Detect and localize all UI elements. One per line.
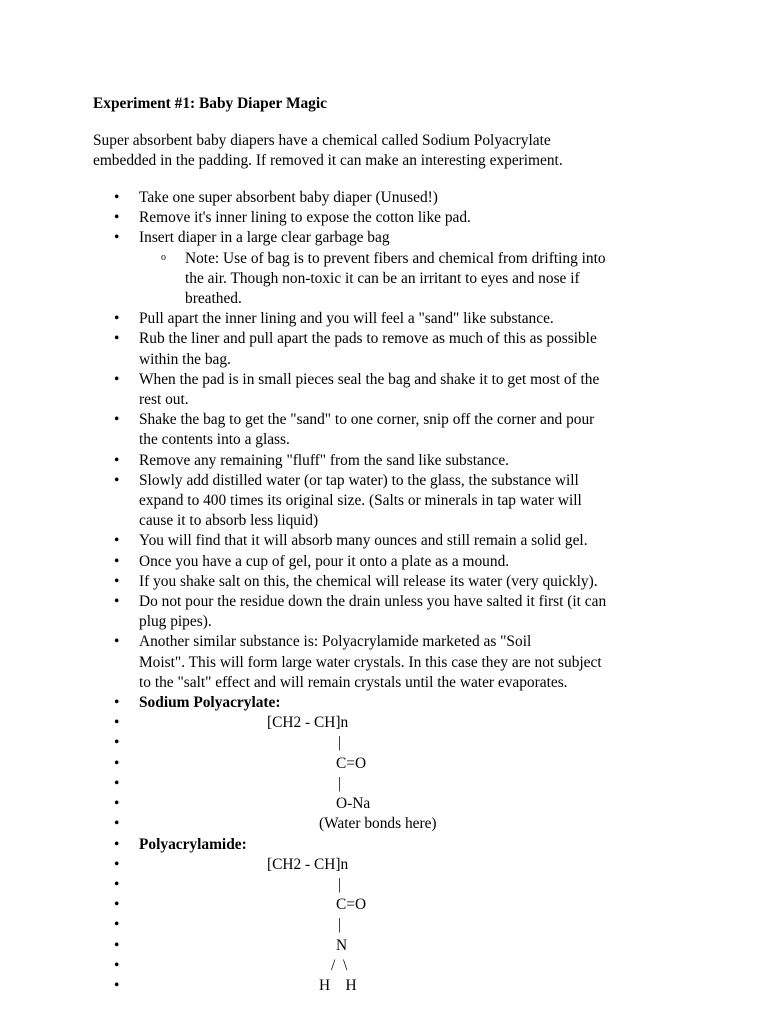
- formula-line: • (Water bonds here): [93, 814, 693, 834]
- list-item: • You will find that it will absorb many ounces and still remain a solid gel.: [93, 531, 693, 551]
- list-item: • Remove it's inner lining to expose the cotton like pad.: [93, 208, 693, 228]
- intro-paragraph: [93, 131, 693, 171]
- intro-line: embedded in the padding. If removed it can make an interesting experiment.: [93, 152, 563, 170]
- sub-list: [139, 249, 693, 310]
- list-item: • Take one super absorbent baby diaper (Unused!): [93, 188, 693, 208]
- list-item: • Rub the liner and pull apart the pads to remove as much of this as possible within the bag.: [93, 329, 693, 369]
- formula-line: • C=O: [93, 754, 693, 774]
- formula-line: • |: [93, 733, 693, 753]
- note-item: o Note: Use of bag is to prevent fibers and chemical from drifting into the air. Though non-toxic it can be an irritant to eyes and nose if breathed.: [139, 249, 693, 310]
- sodium-polyacrylate-heading: • Sodium Polyacrylate:: [93, 693, 693, 713]
- list-item: • Remove any remaining "fluff" from the sand like substance.: [93, 451, 693, 471]
- list-item: • Shake the bag to get the "sand" to one corner, snip off the corner and pour the contents into a glass.: [93, 410, 693, 450]
- list-item: • If you shake salt on this, the chemical will release its water (very quickly).: [93, 572, 693, 592]
- formula-line: • H H: [93, 976, 693, 996]
- list-item: • Once you have a cup of gel, pour it onto a plate as a mound.: [93, 552, 693, 572]
- formula-line: • |: [93, 774, 693, 794]
- list-item: • Do not pour the residue down the drain unless you have salted it first (it can plug pipes).: [93, 592, 693, 632]
- formula-line: • C=O: [93, 895, 693, 915]
- list-item: • When the pad is in small pieces seal the bag and shake it to get most of the rest out.: [93, 370, 693, 410]
- formula-line: • |: [93, 875, 693, 895]
- list-item: • Pull apart the inner lining and you will feel a "sand" like substance.: [93, 309, 693, 329]
- list-item: • Slowly add distilled water (or tap water) to the glass, the substance will expand to 400 times its original size. (Salts or minerals in tap water will cause it to absorb less liquid): [93, 471, 693, 532]
- formula-line: • / \: [93, 956, 693, 976]
- list-item: • Another similar substance is: Polyacrylamide marketed as "Soil Moist". This will form large water crystals. In this case they are not subject to the "salt" effect and will remain crystals until the water evaporates.: [93, 632, 693, 693]
- formula-line: • |: [93, 915, 693, 935]
- document-title: Experiment #1: Baby Diaper Magic: [93, 95, 327, 112]
- list-item: • Insert diaper in a large clear garbage bag o Note: Use of bag is to prevent fibers and chemical from drifting into the air. Though non-toxic it can be an irritant to eyes and nose if breathed.: [93, 228, 693, 309]
- intro-line: Super absorbent baby diapers have a chemical called Sodium Polyacrylate: [93, 132, 551, 149]
- formula-line: • O-Na: [93, 794, 693, 814]
- formula-line: • [CH2 - CH]n: [93, 713, 693, 733]
- formula-line: • N: [93, 936, 693, 956]
- formula-line: • [CH2 - CH]n: [93, 855, 693, 875]
- instruction-list: [93, 188, 693, 996]
- polyacrylamide-heading: • Polyacrylamide:: [93, 835, 693, 855]
